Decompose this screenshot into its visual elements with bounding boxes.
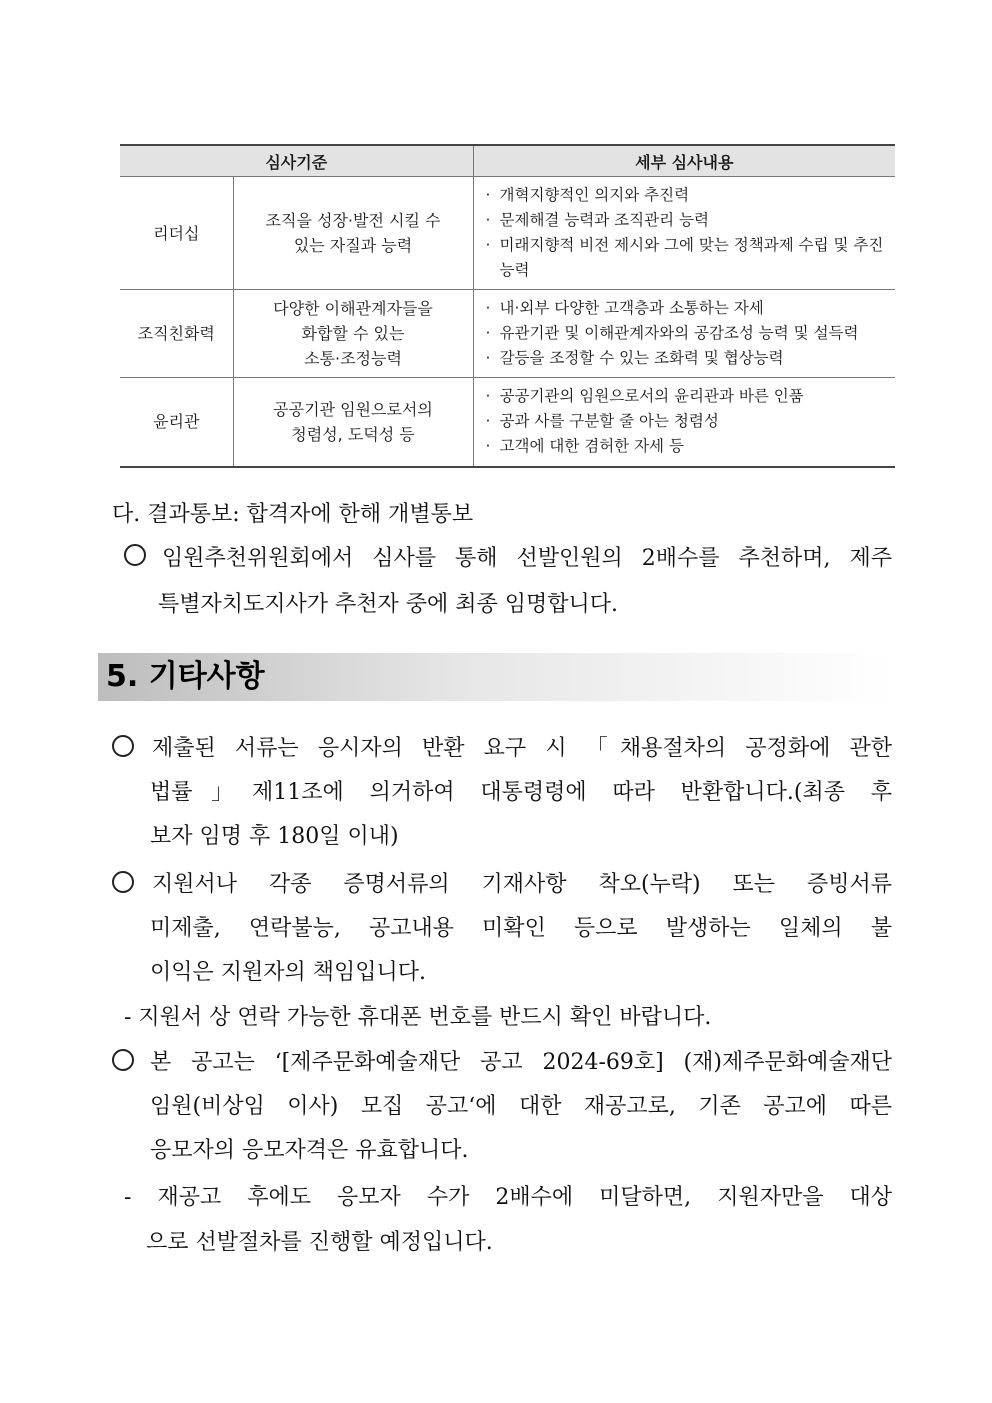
result-notice-line1: 임원추천위원회에서 심사를 통해 선발인원의 2배수를 추천하며, 제주 <box>162 546 892 571</box>
circle-bullet-icon <box>112 1049 134 1071</box>
circle-bullet-icon <box>112 735 134 757</box>
result-notice-line2: 특별자치도지사가 추천자 중에 최종 임명합니다. <box>158 592 619 617</box>
evaluation-criteria-table <box>120 144 895 468</box>
item3-line3: 응모자의 응모자격은 유효합니다. <box>150 1138 469 1163</box>
note2-line2: 으로 선발절차를 진행할 예정입니다. <box>146 1230 493 1255</box>
result-notice-title: 다. 결과통보: 합격자에 한해 개별통보 <box>112 502 474 527</box>
criteria-line: 다양한 이해관계자들을 <box>273 299 433 318</box>
item1-line2: 법률」제11조에 의거하여 대통령령에 따라 반환합니다.(최종 후 <box>150 780 892 805</box>
header-criteria: 심사기준 <box>120 145 473 177</box>
item2-line2: 미제출, 연락불능, 공고내용 미확인 등으로 발생하는 일체의 불 <box>150 916 892 941</box>
item3-line1: 본 공고는 ‘[제주문화예술재단 공고 2024-69호] (재)제주문화예술재단 <box>150 1050 892 1075</box>
result-notice-bullet <box>124 544 146 570</box>
header-details: 세부 심사내용 <box>473 145 895 177</box>
criteria-line: 공공기관 임원으로서의 <box>273 399 433 419</box>
note2-line1: - 재공고 후에도 응모자 수가 2배수에 미달하면, 지원자만을 대상 <box>124 1185 892 1210</box>
detail-item: · 고객에 대한 겸허한 자세 등 <box>485 437 684 456</box>
item1-line1: 제출된 서류는 응시자의 반환 요구 시 「채용절차의 공정화에 관한 <box>152 736 892 761</box>
detail-item: · 유관기관 및 이해관계자와의 공감조성 능력 및 설득력 <box>485 324 859 342</box>
detail-item: · 미래지향적 비전 제시와 그에 맞는 정책과제 수립 및 추진 능력 <box>485 236 884 279</box>
detail-item: · 갈등을 조정할 수 있는 조화력 및 협상능력 <box>485 349 784 367</box>
row-details <box>473 290 895 378</box>
row-details <box>473 177 895 290</box>
table-row <box>120 177 895 290</box>
item2-bullet <box>112 871 134 897</box>
circle-bullet-icon <box>112 871 134 893</box>
table-row <box>120 290 895 378</box>
criteria-line: 조직을 성장·발전 시킬 수 <box>265 211 441 230</box>
item3-line2: 임원(비상임 이사) 모집 공고‘에 대한 재공고로, 기존 공고에 따른 <box>150 1094 892 1119</box>
item2-line3: 이익은 지원자의 책임입니다. <box>150 960 427 985</box>
criteria-line: 있는 자질과 능력 <box>293 236 413 255</box>
detail-item: · 개혁지향적인 의지와 추진력 <box>485 186 690 204</box>
detail-item: · 공과 사를 구분할 줄 아는 청렴성 <box>485 412 719 431</box>
row-details <box>473 378 895 467</box>
row-criteria <box>233 177 473 290</box>
detail-item: · 문제해결 능력과 조직관리 능력 <box>485 211 709 229</box>
table-row <box>120 378 895 467</box>
row-criteria <box>233 290 473 378</box>
item1-line3: 보자 임명 후 180일 이내) <box>150 824 399 849</box>
item1-bullet <box>112 735 134 761</box>
detail-item: · 내·외부 다양한 고객층과 소통하는 자세 <box>485 299 764 317</box>
criteria-line: 청렴성, 도덕성 등 <box>291 424 415 444</box>
detail-item: · 공공기관의 임원으로서의 윤리관과 바른 인품 <box>485 387 804 406</box>
row-category: 리더십 <box>120 177 233 290</box>
section-heading: 5. 기타사항 <box>106 659 265 694</box>
note1: - 지원서 상 연락 가능한 휴대폰 번호를 반드시 확인 바랍니다. <box>124 1005 712 1030</box>
circle-bullet-icon <box>124 544 146 566</box>
row-category: 윤리관 <box>120 378 233 467</box>
criteria-line: 소통·조정능력 <box>304 349 402 368</box>
table-header-row <box>120 145 895 177</box>
row-criteria <box>233 378 473 467</box>
item2-line1: 지원서나 각종 증명서류의 기재사항 착오(누락) 또는 증빙서류 <box>152 872 892 897</box>
criteria-line: 화합할 수 있는 <box>301 324 405 343</box>
row-category: 조직친화력 <box>120 290 233 378</box>
item3-bullet <box>112 1049 134 1075</box>
